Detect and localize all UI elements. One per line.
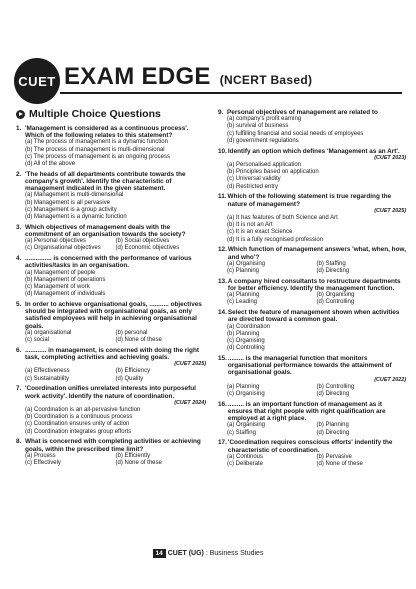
question-number: 1. [16,125,22,132]
question-item [218,109,406,145]
question-item [218,246,406,275]
answer-option: (c) It is an exact Science [227,229,293,236]
question-text: Which objectives of management deals with the commitment of an organisation towards the society? [25,223,186,239]
question-text: 'The heads of all departments contribute towards the company's growth'. Identify the characteristic of management indicated in the given statement. [25,170,186,193]
option-list [218,384,406,398]
question-number: 5. [16,301,22,309]
question-stem [218,246,406,260]
question-text: Select the feature of management shown when activities are directed toward a common goal. [227,309,400,324]
answer-option: (b) Efficiency [115,368,151,375]
question-number: 10. [218,147,227,155]
option-list [218,422,406,436]
question-item [218,193,406,243]
option-list [218,324,406,353]
question-stem [218,193,406,207]
question-stem [16,255,206,269]
answer-option: (d) It is a fully recognised profession [227,236,324,243]
answer-option: (c) Deliberate [227,461,264,468]
answer-option: (b) It is not an Art [227,222,273,229]
answer-option: (b) The process of management is multi-dimensional [25,146,165,153]
answer-option: (b) survival of business [227,123,289,130]
footer-subject: Business Studies [209,550,264,557]
question-text: Which of the following statement is true regarding the nature of management? [227,193,392,208]
answer-option: (a) Organising [227,422,266,429]
option-list [16,139,206,168]
question-text: ............... is concerned with the performance of various activities/tasks in an organisation. [25,255,192,270]
question-stem [218,401,406,423]
answer-option: (d) All of the above [25,161,76,168]
option-list [16,407,206,436]
exam-year-tag: (CUET 2022) [374,376,406,383]
answer-option: (c) Leading [227,299,258,306]
question-number: 8. [16,438,22,446]
question-number: 2. [16,170,22,178]
question-item [218,439,406,468]
answer-option: (a) Planning [227,383,260,390]
question-text: Identify an option which defines 'Management as an Art'. [227,147,400,155]
question-item [16,347,206,383]
option-list [218,162,406,191]
question-text: ......... is the managerial function that monitors organisational performance towards the attainment of organisational goals. [227,355,392,377]
exam-edge-title [64,63,312,91]
question-text: In order to achieve organisational goals, ........... objectives should be integrated with organisational goals, as only satisfied employees will help in achieving organisational goals. [25,301,202,330]
answer-option: (a) organisational [25,329,72,336]
answer-option: (b) Controlling [316,383,355,390]
question-text: Which function of management answers 'what, when, how, and who'? [227,246,406,261]
option-list [16,368,206,382]
answer-option: (a) Process [25,452,56,459]
answer-option: (a) The process of management is a dynamic function [25,139,168,146]
answer-option: (a) Personalised application [227,162,302,169]
right-column [218,109,406,471]
page-footer [0,549,416,558]
question-stem [218,439,406,453]
answer-option: (d) Controlling [227,345,265,352]
answer-option: (a) company's profit earning [227,116,302,123]
question-stem [16,125,206,139]
header-rule [60,92,402,94]
answer-option: (b) personal [115,329,148,336]
question-number: 7. [16,385,22,393]
answer-option: (d) None of these [115,460,162,467]
option-list [16,453,206,467]
question-number: 16. [218,400,227,408]
cuet-badge: CUET [14,58,60,104]
option-list [218,215,406,244]
option-list [218,116,406,145]
answer-option: (c) Management of work [25,284,90,291]
answer-option: (b) Management of operations [25,276,106,283]
question-text: 'Coordination requires conscious efforts' indentify the characteristic of coordination. [227,439,393,454]
question-stem [218,109,406,116]
page-header [0,58,416,104]
question-stem [16,301,206,330]
answer-option: (d) Restricted entry [227,183,279,190]
page-number: 14 [153,549,166,558]
question-item [218,148,406,191]
question-number: 13. [218,277,227,285]
question-text: ......... is an important function of management as it ensures that right people with right qualification are employed at a right place. [227,400,386,423]
question-text: 'Coordination unifies unrelated interests into purposeful work activity'. Identify the nature of coordination. [25,385,196,400]
question-item [16,255,206,298]
answer-option: (c) Planning [227,268,260,275]
question-number: 11. [218,193,227,201]
answer-option: (c) Effectively [25,460,61,467]
question-number: 17. [218,439,227,447]
answer-option: (a) Coordination [227,323,271,330]
exam-year-tag: (CUET 2023) [374,154,406,161]
question-item [16,125,206,168]
answer-option: (b) Efficiently [115,452,151,459]
section-title: Multiple Choice Questions [29,108,161,120]
question-stem [16,171,206,193]
answer-option: (c) Coordination ensures unity of action [25,421,130,428]
answer-option: (c) Organisational objectives [25,245,101,252]
answer-option: (d) Quality [115,375,144,382]
answer-option: (a) Coordination is an all-pervasive function [25,407,141,414]
answer-option: (c) social [25,337,50,344]
answer-option: (d) Directing [316,268,350,275]
footer-separator: : [205,550,208,557]
question-number: 3. [16,223,22,231]
answer-option: (b) Organising [316,292,355,299]
brand-subtitle: (NCERT Based) [219,73,313,87]
answer-option: (c) Organising [227,338,265,345]
left-column [16,125,206,470]
question-item [16,385,206,435]
answer-option: (a) Planning [227,292,260,299]
question-item [218,309,406,352]
option-list [218,261,406,275]
answer-option: (d) government regulations [227,137,299,144]
exam-year-tag: (CUET 2025) [174,361,206,368]
answer-option: (d) None of these [316,461,363,468]
answer-option: (c) Organising [227,391,265,398]
answer-option: (d) Directing [316,391,350,398]
answer-option: (d) Directing [316,429,350,436]
question-item [218,401,406,437]
question-stem [16,347,206,361]
answer-option: (d) Coordination integrates group efforts [25,428,132,435]
question-item [16,171,206,221]
answer-option: (a) Management of people [25,269,96,276]
question-item [218,355,406,398]
answer-option: (b) Staffing [316,260,346,267]
question-item [16,438,206,467]
answer-option: (a) Effectiveness [25,368,70,375]
answer-option: (c) Sustainability [25,375,70,382]
question-text: Personal objectives of management are related to [227,109,378,116]
answer-option: (c) Universal validity [227,176,281,183]
option-list [16,192,206,221]
answer-option: (b) Planning [227,330,260,337]
answer-option: (a) Continous [227,453,264,460]
question-text: ............ in management, is concerned with doing the right task, completing activities and achieving goals. [25,346,199,362]
question-number: 15. [218,355,227,363]
question-number: 9. [218,109,224,116]
answer-option: (d) None of these [115,337,162,344]
exam-year-tag: (CUET 2024) [174,399,206,406]
answer-option: (c) Staffing [227,429,256,436]
question-number: 4. [16,255,22,263]
answer-option: (c) The process of management is an ongoing process [25,153,170,160]
answer-option: (c) fulfilling financial and social needs of employees [227,130,364,137]
answer-option: (d) Management is a dynamic function [25,214,127,221]
answer-option: (d) Economic objectives [115,245,180,252]
answer-option: (d) Controlling [316,299,355,306]
question-item [218,278,406,307]
answer-option: (b) Pervasive [316,453,352,460]
question-item [16,224,206,253]
question-stem [218,148,406,155]
answer-option: (b) Management is all pervasive [25,199,111,206]
question-text: What is concerned with completing activities or achieving goals, within the prescribed time limit? [25,438,201,453]
exam-year-tag: (CUET 2025) [374,207,406,214]
answer-option: (b) Coordination is a continuous process [25,414,133,421]
question-text: 'Management is considered as a continuous process'. Which of the following relates to this statement? [25,125,189,140]
question-number: 12. [218,246,227,254]
option-list [16,238,206,252]
question-stem [218,355,406,377]
answer-option: (a) Organising [227,260,266,267]
answer-option: (d) Management of individuals [25,291,106,298]
answer-option: (b) Social objectives [115,238,170,245]
arrow-circle-icon [16,110,25,119]
question-number: 6. [16,346,22,354]
question-stem [218,309,406,323]
option-list [218,292,406,306]
footer-title: CUET (UG) [167,550,204,557]
brand-title: EXAM EDGE [64,63,211,90]
question-number: 14. [218,309,227,317]
question-stem [16,224,206,238]
option-list [218,454,406,468]
answer-option: (a) It has features of both Science and Art [227,215,338,222]
answer-option: (a) Personal objectives [25,238,87,245]
question-text: A company hired consultants to restructure departments for better efficiency. Identify the management function. [227,277,401,293]
answer-option: (b) Principles based on application [227,169,319,176]
option-list [16,270,206,299]
option-list [16,330,206,344]
answer-option: (a) Management is multi-dimensional [25,192,124,199]
question-item [16,301,206,344]
answer-option: (b) Planning [316,422,349,429]
section-heading [16,108,161,120]
question-stem [16,438,206,452]
question-stem [16,385,206,399]
question-stem [218,278,406,292]
answer-option: (c) Management is a group activity [25,206,117,213]
